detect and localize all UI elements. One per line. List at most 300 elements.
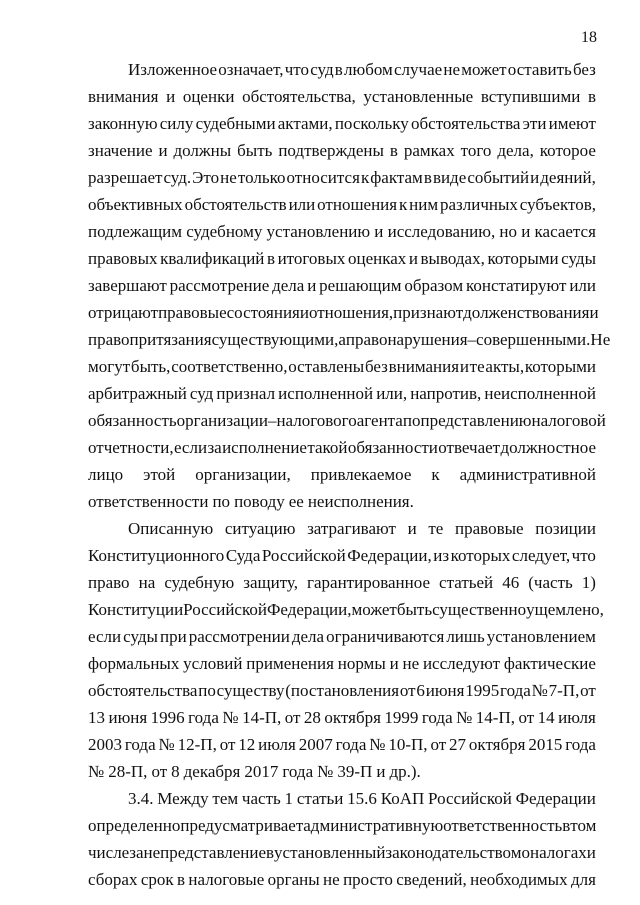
word: судебными xyxy=(195,114,276,133)
word: по xyxy=(212,492,231,511)
word: просто xyxy=(343,870,393,889)
word: Конституции xyxy=(88,600,184,619)
word: рассмотрение xyxy=(169,276,270,295)
word: от xyxy=(219,735,236,754)
word: налоговые xyxy=(188,870,265,889)
word: административную xyxy=(303,816,444,835)
word: обязанности xyxy=(347,438,438,457)
word: не xyxy=(443,60,461,79)
word: арбитражный xyxy=(88,384,187,403)
text-line xyxy=(88,434,596,461)
word: 1) xyxy=(581,573,596,592)
word: 14-П, xyxy=(242,708,282,727)
word: суды xyxy=(561,249,596,268)
word: необходимых xyxy=(470,870,568,889)
word: или xyxy=(569,276,596,295)
word: неисполненной xyxy=(484,384,596,403)
word: № xyxy=(531,681,548,700)
word: признал xyxy=(216,384,276,403)
word: этой xyxy=(143,465,176,484)
word: в xyxy=(266,249,275,268)
word: долженствования xyxy=(463,303,590,322)
word: те xyxy=(469,357,485,376)
word: поскольку xyxy=(334,114,409,133)
word: исследуют xyxy=(422,654,501,673)
word: представлению xyxy=(420,411,532,430)
text-line xyxy=(88,866,596,893)
word: быть, xyxy=(130,357,171,376)
word: и xyxy=(299,303,309,322)
word: 14 xyxy=(537,708,555,727)
word: установлением xyxy=(486,627,596,646)
word: любом xyxy=(344,60,393,79)
word: правонарушения xyxy=(345,330,468,349)
word: октября xyxy=(468,735,526,754)
word: должны xyxy=(173,141,232,160)
text-line xyxy=(88,245,596,272)
word: года xyxy=(188,708,219,727)
word: и xyxy=(459,357,469,376)
text-line xyxy=(88,353,596,380)
text-line xyxy=(88,56,596,83)
word: исполнение xyxy=(222,438,307,457)
word: означает, xyxy=(218,60,284,79)
word: без xyxy=(572,60,596,79)
word: КоАП xyxy=(380,789,425,808)
word: и xyxy=(407,519,417,538)
word: условий xyxy=(183,654,243,673)
text-line xyxy=(88,83,596,110)
word: сведений, xyxy=(396,870,467,889)
word: том xyxy=(570,816,597,835)
word: о xyxy=(521,843,530,862)
word: числе xyxy=(88,843,130,862)
word: № xyxy=(222,708,239,727)
word: 12-П, xyxy=(177,735,217,754)
word: событий xyxy=(467,168,530,187)
word: существенно xyxy=(432,600,527,619)
word: судебную xyxy=(164,573,235,592)
word: налогового xyxy=(276,411,357,430)
word: и xyxy=(521,222,531,241)
word: что xyxy=(571,546,596,565)
word: образом xyxy=(404,276,464,295)
word: 1996 xyxy=(150,708,185,727)
word: отношения xyxy=(317,195,398,214)
word: применения xyxy=(246,654,334,673)
word: могут xyxy=(88,357,131,376)
word: года xyxy=(500,681,531,700)
word: 28 xyxy=(303,708,321,727)
word: срок xyxy=(140,870,174,889)
word: ее xyxy=(288,492,304,511)
word: Российской xyxy=(261,546,346,565)
word: от xyxy=(580,681,596,700)
word: 14-П, xyxy=(475,708,515,727)
word: внимания xyxy=(88,87,159,106)
word: не xyxy=(220,168,237,187)
word: ним xyxy=(409,195,439,214)
word: для xyxy=(570,870,596,889)
word: решающим xyxy=(319,276,402,295)
word: Изложенное xyxy=(128,60,218,79)
text-line xyxy=(88,137,596,164)
word: статьей xyxy=(439,573,494,592)
word: июня xyxy=(108,708,148,727)
word: от xyxy=(284,708,301,727)
text-line xyxy=(88,785,596,812)
word: июля xyxy=(258,735,296,754)
word: Между xyxy=(157,789,209,808)
word: правовых xyxy=(88,249,158,268)
word: от xyxy=(151,762,168,781)
word: налоговой xyxy=(531,411,606,430)
word: и xyxy=(158,141,168,160)
body-text xyxy=(88,56,611,893)
word: обстоятельства xyxy=(411,114,521,133)
word: и xyxy=(166,87,176,106)
word: 27 xyxy=(449,735,467,754)
word: случае xyxy=(394,60,443,79)
text-line xyxy=(88,407,606,434)
word: ответственности xyxy=(88,492,209,511)
word: субъектов, xyxy=(519,195,596,214)
word: 2003 xyxy=(88,735,122,754)
word: которое xyxy=(539,141,596,160)
word: 13 xyxy=(88,708,105,727)
word: года xyxy=(335,735,367,754)
word: существу xyxy=(216,681,285,700)
word: и xyxy=(374,222,384,241)
word: от xyxy=(518,708,535,727)
text-line xyxy=(88,461,596,488)
word: октября xyxy=(324,708,381,727)
word: нормы xyxy=(337,654,386,673)
word: законную xyxy=(88,114,158,133)
word: оценках xyxy=(347,249,407,268)
word: Федерации, xyxy=(347,546,432,565)
word: позиции xyxy=(535,519,596,538)
word: существующими, xyxy=(211,330,339,349)
word: отвечает xyxy=(438,438,501,457)
word: 2015 xyxy=(528,735,563,754)
word: дела, xyxy=(497,141,534,160)
word: на xyxy=(138,573,156,592)
text-line xyxy=(88,650,596,677)
word: др.). xyxy=(389,762,421,781)
text-line xyxy=(88,272,596,299)
word: предусматривает xyxy=(180,816,304,835)
word: но xyxy=(499,222,518,241)
text-line xyxy=(88,731,596,758)
word: обстоятельства, xyxy=(242,87,356,106)
word: обстоятельств xyxy=(184,195,287,214)
word: – xyxy=(267,411,277,430)
word: (постановления xyxy=(285,681,400,700)
word: ограничиваются xyxy=(326,627,445,646)
word: 2017 xyxy=(244,762,279,781)
text-line xyxy=(88,623,596,650)
word: вступившими xyxy=(480,87,581,106)
word: налогах xyxy=(529,843,587,862)
word: которыми xyxy=(524,357,596,376)
word: рассмотрении xyxy=(188,627,290,646)
word: Федерации, xyxy=(266,600,352,619)
word: № xyxy=(158,735,175,754)
word: организации xyxy=(176,411,268,430)
word: актами, xyxy=(277,114,333,133)
word: за xyxy=(129,843,144,862)
word: должностное xyxy=(500,438,596,457)
word: право xyxy=(88,573,130,592)
word: признают xyxy=(393,303,464,322)
word: 7-П, xyxy=(548,681,580,700)
word: к xyxy=(360,168,370,187)
word: неисполнения. xyxy=(307,492,414,511)
word: подлежащим xyxy=(88,222,183,241)
word: 1999 xyxy=(384,708,419,727)
word: из xyxy=(433,546,450,565)
word: года xyxy=(282,762,314,781)
word: № xyxy=(88,762,105,781)
text-line xyxy=(88,704,596,731)
word: или xyxy=(288,195,316,214)
word: ущемлено, xyxy=(526,600,604,619)
word: и xyxy=(389,654,399,673)
word: декабря xyxy=(183,762,241,781)
word: 6 xyxy=(416,681,425,700)
text-line xyxy=(88,164,596,191)
word: и xyxy=(589,303,599,322)
word: правопритязания xyxy=(88,330,212,349)
word: различных xyxy=(439,195,518,214)
word: суд. xyxy=(163,168,192,187)
word: состояния xyxy=(226,303,300,322)
word: эти xyxy=(522,114,547,133)
word: установленный xyxy=(274,843,386,862)
word: квалификаций xyxy=(160,249,265,268)
word: завершают xyxy=(88,276,167,295)
word: акты, xyxy=(485,357,525,376)
word: силу xyxy=(159,114,194,133)
word: и xyxy=(307,276,317,295)
word: напротив, xyxy=(410,384,482,403)
text-line xyxy=(88,218,596,245)
word: выводах, xyxy=(420,249,485,268)
word: непредставление xyxy=(143,843,267,862)
word: № xyxy=(369,735,386,754)
word: может xyxy=(461,60,507,79)
word: может xyxy=(351,600,397,619)
word: по xyxy=(198,681,216,700)
word: от xyxy=(399,681,416,700)
word: при xyxy=(159,627,187,646)
word: отчетности, xyxy=(88,438,174,457)
word: Описанную xyxy=(128,519,214,538)
word: исполненной xyxy=(278,384,374,403)
word: правовые xyxy=(455,519,524,538)
text-line xyxy=(88,380,596,407)
word: организации, xyxy=(195,465,291,484)
word: относится xyxy=(286,168,360,187)
word: гарантированное xyxy=(307,573,430,592)
word: значение xyxy=(88,141,153,160)
text-line xyxy=(88,488,596,515)
word: лицо xyxy=(88,465,124,484)
word: формальных xyxy=(88,654,180,673)
word: имеют xyxy=(548,114,596,133)
text-line xyxy=(88,758,596,785)
word: от xyxy=(430,735,447,754)
word: защиту, xyxy=(243,573,298,592)
text-line xyxy=(88,326,611,353)
text-line xyxy=(88,596,604,623)
word: (часть xyxy=(528,573,573,592)
word: органы xyxy=(267,870,320,889)
word: и xyxy=(408,249,418,268)
word: подтверждены xyxy=(278,141,384,160)
text-line xyxy=(88,110,596,137)
word: и xyxy=(376,762,386,781)
word: сборах xyxy=(88,870,138,889)
word: суды xyxy=(123,627,158,646)
word: к xyxy=(398,195,408,214)
word: года xyxy=(124,735,156,754)
word: в xyxy=(177,870,186,889)
word: тем xyxy=(212,789,239,808)
word: привлекаемое xyxy=(310,465,412,484)
word: разрешает xyxy=(88,168,163,187)
word: часть xyxy=(241,789,281,808)
word: к xyxy=(431,465,440,484)
word: 10-П, xyxy=(388,735,428,754)
word: и xyxy=(586,843,596,862)
word: ответственность xyxy=(443,816,563,835)
word: в xyxy=(266,843,275,862)
word: ситуацию xyxy=(224,519,296,538)
text-line xyxy=(88,515,596,542)
word: которых xyxy=(450,546,511,565)
word: и xyxy=(530,168,540,187)
word: по xyxy=(402,411,421,430)
word: поводу xyxy=(234,492,285,511)
word: года xyxy=(421,708,453,727)
text-line xyxy=(88,677,596,704)
word: статьи xyxy=(296,789,344,808)
word: законодательством xyxy=(385,843,522,862)
word: а xyxy=(338,330,346,349)
text-line xyxy=(88,812,596,839)
word: Не xyxy=(590,330,611,349)
text-line xyxy=(88,299,599,326)
word: 8 xyxy=(171,762,180,781)
word: не xyxy=(402,654,420,673)
word: исследованию, xyxy=(387,222,496,241)
word: определенно xyxy=(88,816,181,835)
word: не xyxy=(323,870,340,889)
word: затрагивают xyxy=(307,519,396,538)
word: следует, xyxy=(511,546,571,565)
word: в xyxy=(334,60,343,79)
word: такой xyxy=(307,438,348,457)
word: в xyxy=(423,168,432,187)
word: виде xyxy=(432,168,467,187)
word: фактические xyxy=(503,654,596,673)
word: если xyxy=(88,627,122,646)
word: суд xyxy=(189,384,214,403)
word: Это xyxy=(192,168,220,187)
text-line xyxy=(88,542,596,569)
word: Российской xyxy=(428,789,512,808)
word: что xyxy=(284,60,309,79)
text-line xyxy=(88,839,596,866)
word: оценки xyxy=(182,87,235,106)
word: констатируют xyxy=(465,276,567,295)
word: касается xyxy=(534,222,596,241)
word: обязанность xyxy=(88,411,177,430)
word: в xyxy=(389,141,398,160)
word: Федерации xyxy=(515,789,596,808)
word: отрицают xyxy=(88,303,159,322)
word: 1995 xyxy=(465,681,500,700)
word: Суда xyxy=(225,546,261,565)
word: те xyxy=(428,519,444,538)
word: в xyxy=(587,87,596,106)
word: оставлены xyxy=(288,357,365,376)
word: установлению xyxy=(266,222,371,241)
word: рамках xyxy=(403,141,455,160)
word: отношения, xyxy=(308,303,394,322)
word: 39-П xyxy=(337,762,373,781)
word: Российской xyxy=(183,600,267,619)
word: того xyxy=(460,141,492,160)
word: июля xyxy=(558,708,596,727)
word: агента xyxy=(356,411,403,430)
word: оставить xyxy=(507,60,572,79)
word: июня xyxy=(425,681,465,700)
word: административной xyxy=(459,465,596,484)
word: которыми xyxy=(487,249,559,268)
text-line xyxy=(88,569,596,596)
word: 15.6 xyxy=(347,789,377,808)
word: только xyxy=(237,168,286,187)
word: дела xyxy=(291,627,325,646)
word: обстоятельства xyxy=(88,681,198,700)
word: 2007 xyxy=(298,735,333,754)
word: или, xyxy=(376,384,408,403)
word: 46 xyxy=(502,573,520,592)
word: если xyxy=(173,438,208,457)
word: установленные xyxy=(363,87,474,106)
word: быть xyxy=(237,141,273,160)
word: 3.4. xyxy=(128,789,154,808)
word: судебному xyxy=(186,222,263,241)
word: правовые xyxy=(158,303,227,322)
word: № xyxy=(317,762,334,781)
word: внимания xyxy=(388,357,460,376)
word: лишь xyxy=(446,627,485,646)
word: 28-П, xyxy=(108,762,148,781)
word: за xyxy=(207,438,222,457)
word: – xyxy=(467,330,477,349)
word: соответственно, xyxy=(171,357,288,376)
word: совершенными. xyxy=(476,330,591,349)
word: суд xyxy=(310,60,334,79)
text-line xyxy=(88,191,596,218)
word: дела xyxy=(272,276,305,295)
word: итоговых xyxy=(277,249,346,268)
word: № xyxy=(456,708,473,727)
